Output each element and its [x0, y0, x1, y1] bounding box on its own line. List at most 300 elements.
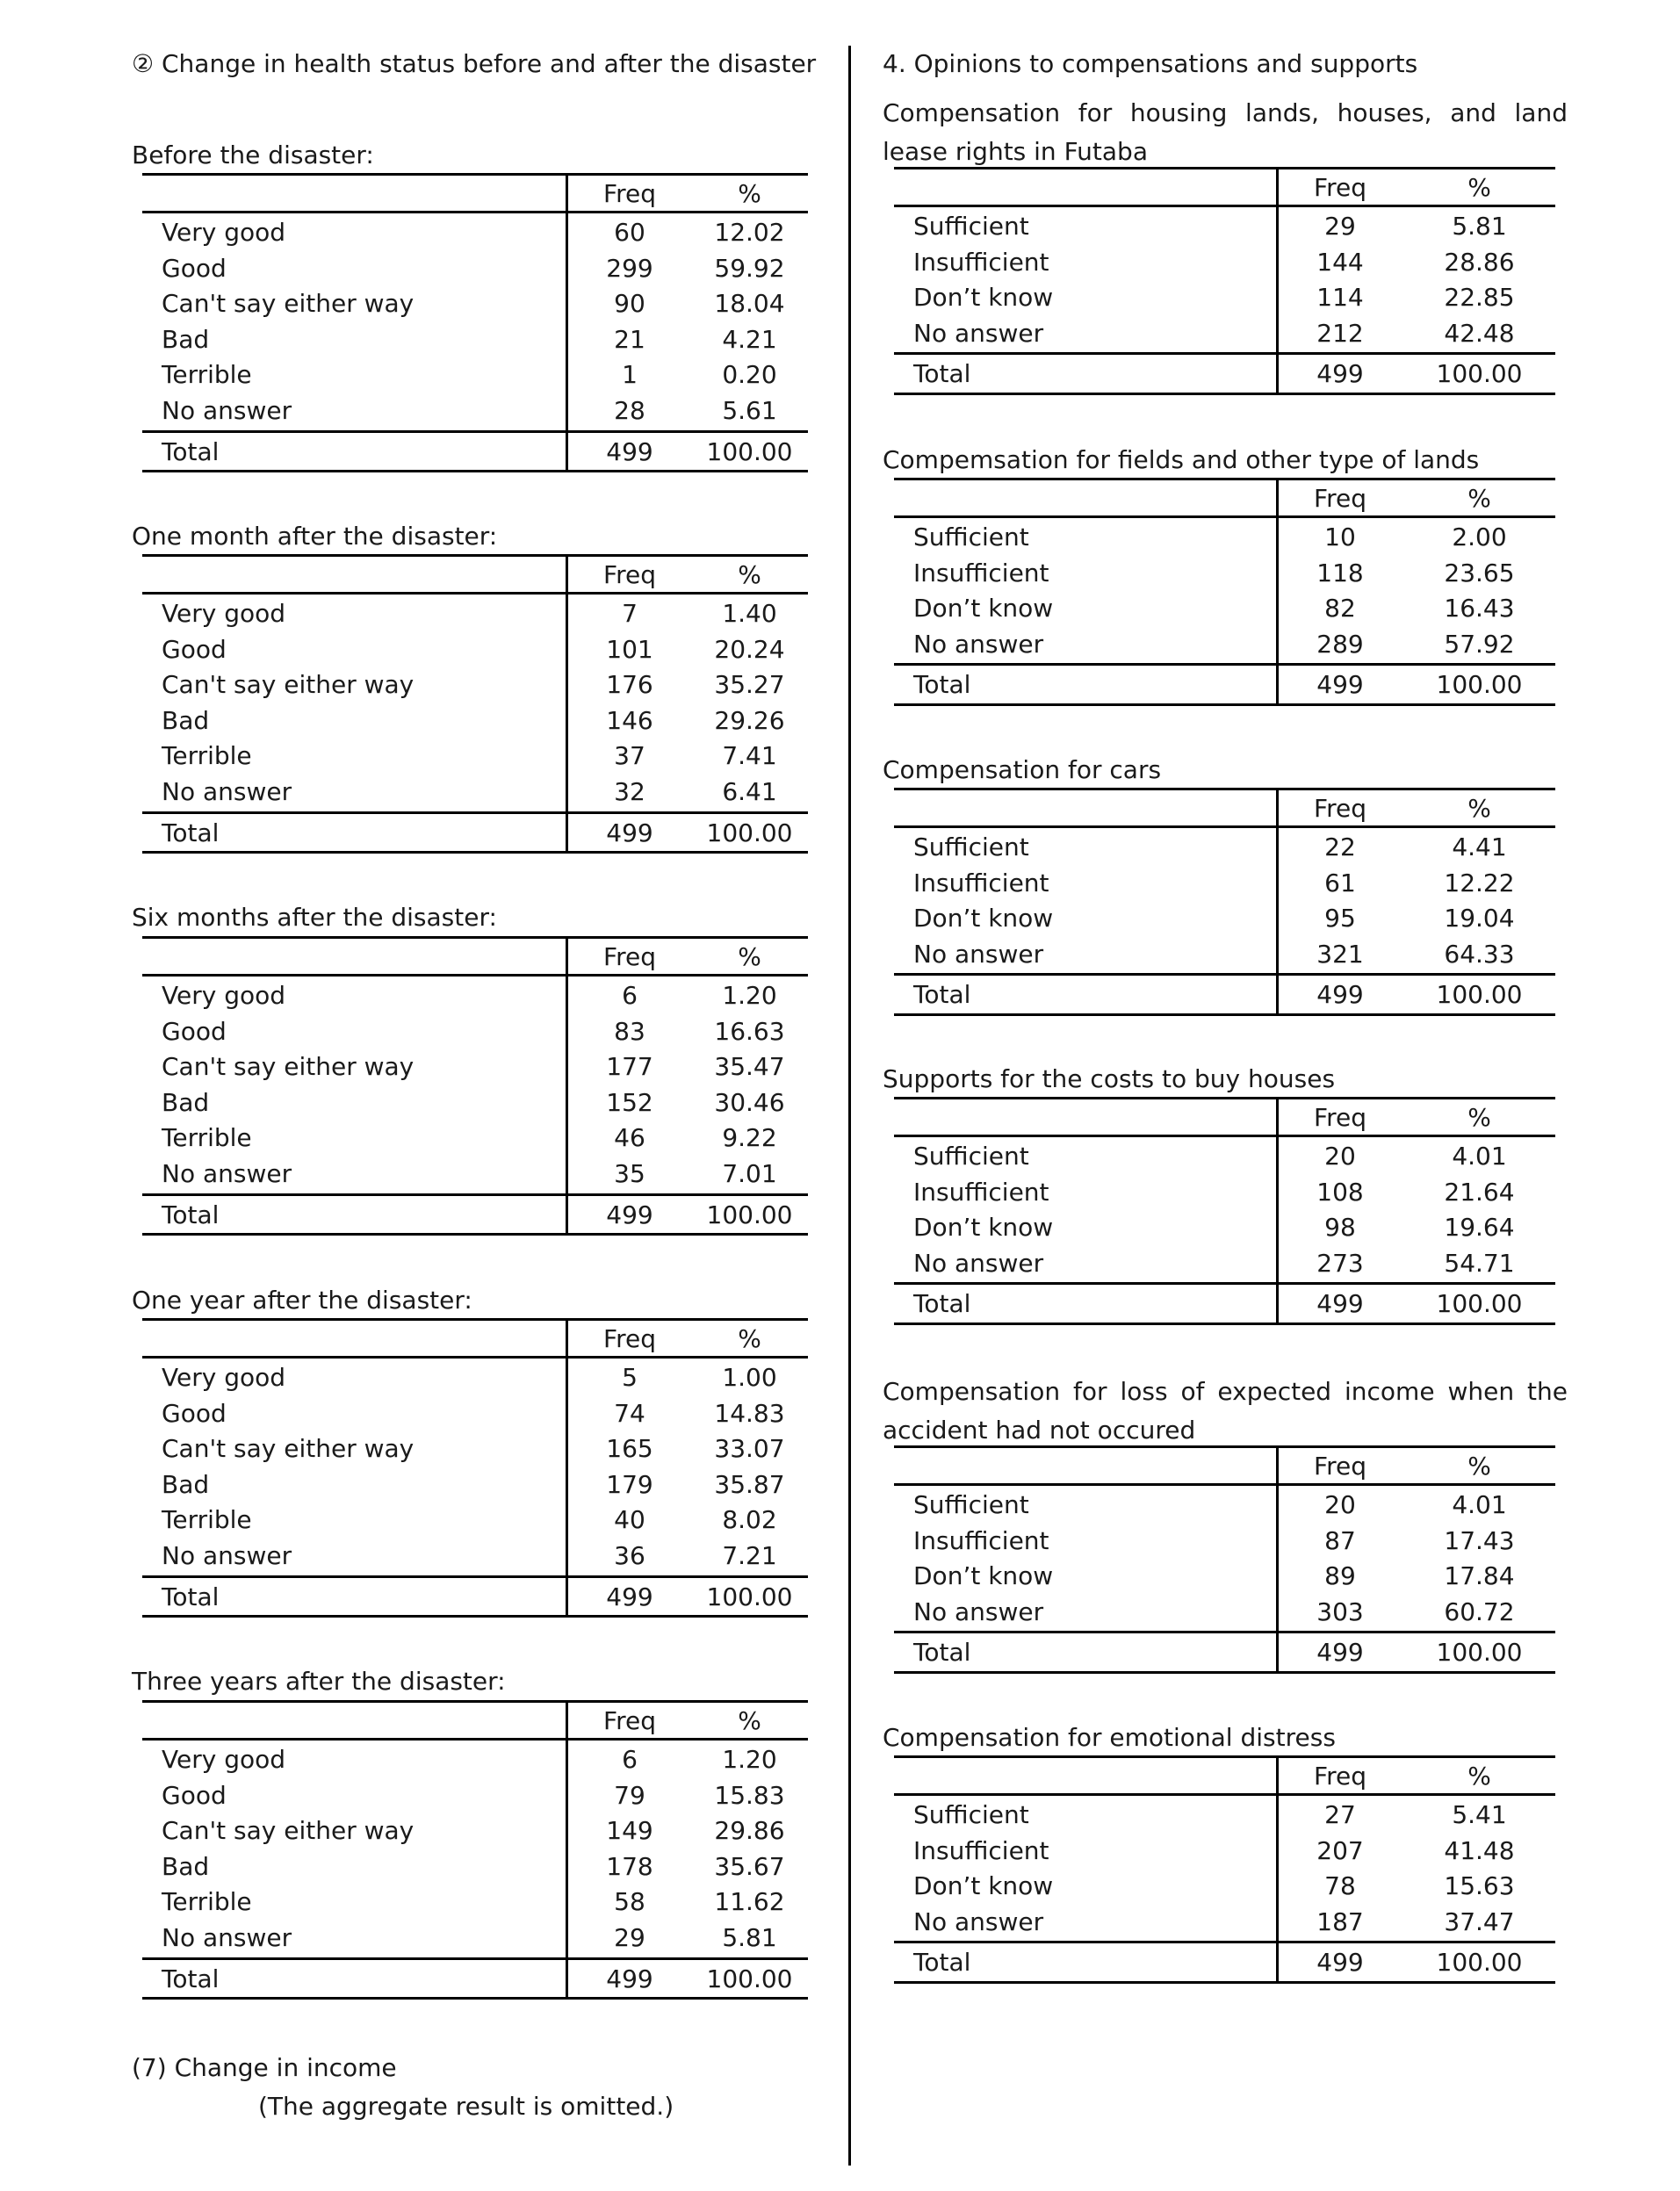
- column-header-pct: %: [1467, 1102, 1491, 1132]
- row-freq: 178: [606, 1851, 653, 1881]
- total-bottom-rule: [142, 851, 808, 854]
- table-row: [894, 830, 1555, 866]
- column-separator: [1276, 1755, 1279, 1984]
- row-pct: 59.92: [714, 253, 785, 283]
- row-pct: 5.61: [722, 396, 777, 425]
- table-caption: Compensation for cars: [883, 755, 1162, 784]
- table-row: [142, 978, 808, 1014]
- table-row: [894, 1905, 1555, 1941]
- row-label: Can't say either way: [162, 1052, 415, 1082]
- table-total-row: [142, 1960, 808, 1998]
- row-label: Very good: [162, 218, 285, 247]
- row-label: Don’t know: [913, 1213, 1054, 1243]
- row-freq: 152: [606, 1087, 653, 1117]
- row-label: No answer: [913, 1596, 1044, 1626]
- row-freq: 108: [1316, 1177, 1364, 1207]
- column-separator: [1276, 167, 1279, 395]
- row-freq: 40: [614, 1505, 645, 1535]
- column-header-freq: Freq: [1314, 172, 1366, 202]
- row-label: Bad: [162, 705, 210, 735]
- column-header-pct: %: [1467, 172, 1491, 202]
- row-freq: 60: [614, 218, 645, 247]
- row-pct: 18.04: [714, 289, 785, 319]
- table-total-row: [894, 976, 1555, 1013]
- table-row: [142, 357, 808, 393]
- row-pct: 64.33: [1444, 939, 1515, 969]
- row-freq: 82: [1324, 594, 1356, 623]
- table-row: [894, 1834, 1555, 1870]
- table-total-row: [894, 1633, 1555, 1671]
- table-row: [894, 280, 1555, 316]
- row-label: Can't say either way: [162, 1434, 415, 1464]
- row-pct: 12.02: [714, 218, 785, 247]
- row-label: Sufficient: [913, 1142, 1029, 1171]
- column-header-freq: Freq: [1314, 483, 1366, 513]
- row-label: Good: [162, 1016, 227, 1046]
- table-row: [894, 1488, 1555, 1524]
- row-pct: 6.41: [722, 777, 777, 806]
- total-label: Total: [162, 1200, 220, 1229]
- column-separator: [566, 554, 568, 854]
- row-freq: 5: [622, 1363, 638, 1392]
- row-freq: 21: [614, 324, 645, 354]
- row-pct: 2.00: [1452, 523, 1507, 551]
- column-divider: [848, 46, 851, 2166]
- table-total-row: [894, 1943, 1555, 1981]
- total-label: Total: [913, 670, 971, 700]
- row-label: No answer: [913, 318, 1044, 348]
- table-caption: Supports for the costs to buy houses: [883, 1064, 1336, 1093]
- table-row: [894, 520, 1555, 556]
- row-pct: 12.22: [1444, 868, 1515, 897]
- total-pct: 100.00: [1436, 1289, 1523, 1319]
- row-pct: 7.41: [722, 741, 777, 771]
- row-pct: 16.63: [714, 1016, 785, 1046]
- row-freq: 83: [614, 1016, 645, 1046]
- row-pct: 30.46: [714, 1087, 785, 1117]
- row-label: Terrible: [162, 741, 252, 771]
- column-header-pct: %: [738, 941, 761, 971]
- table-row: [142, 739, 808, 775]
- column-header-pct: %: [1467, 1451, 1491, 1481]
- row-freq: 114: [1316, 283, 1364, 313]
- row-pct: 14.83: [714, 1398, 785, 1428]
- total-label: Total: [913, 359, 971, 389]
- row-freq: 61: [1324, 868, 1356, 897]
- row-label: Very good: [162, 1745, 285, 1774]
- row-label: Sufficient: [913, 1490, 1029, 1519]
- row-freq: 46: [614, 1123, 645, 1153]
- row-label: Terrible: [162, 1887, 252, 1917]
- total-label: Total: [913, 980, 971, 1010]
- row-freq: 6: [622, 981, 638, 1010]
- row-pct: 0.20: [722, 360, 777, 390]
- table-row: [142, 1778, 808, 1814]
- row-label: Don’t know: [913, 1561, 1054, 1591]
- row-freq: 303: [1316, 1596, 1364, 1626]
- row-freq: 29: [614, 1923, 645, 1952]
- row-pct: 5.81: [1452, 212, 1507, 241]
- row-freq: 20: [1324, 1142, 1356, 1171]
- row-pct: 1.40: [722, 599, 777, 628]
- column-header-pct: %: [738, 559, 761, 589]
- table-row: [142, 632, 808, 668]
- row-freq: 212: [1316, 318, 1364, 348]
- row-freq: 58: [614, 1887, 645, 1917]
- total-freq: 499: [606, 818, 653, 847]
- row-pct: 4.01: [1452, 1142, 1507, 1171]
- table-row: [894, 1869, 1555, 1905]
- row-freq: 95: [1324, 904, 1356, 933]
- table-row: [142, 775, 808, 811]
- row-freq: 20: [1324, 1490, 1356, 1519]
- table-row: [142, 251, 808, 287]
- row-label: No answer: [913, 939, 1044, 969]
- total-pct: 100.00: [706, 1582, 793, 1611]
- table-caption: Six months after the disaster:: [132, 903, 497, 932]
- row-freq: 98: [1324, 1213, 1356, 1243]
- row-pct: 29.26: [714, 705, 785, 735]
- column-header-pct: %: [1467, 483, 1491, 513]
- total-pct: 100.00: [706, 436, 793, 466]
- row-label: No answer: [913, 629, 1044, 659]
- row-freq: 207: [1316, 1835, 1364, 1865]
- table-row: [142, 1849, 808, 1885]
- row-label: Sufficient: [913, 212, 1029, 241]
- row-freq: 177: [606, 1052, 653, 1082]
- row-label: Don’t know: [913, 594, 1054, 623]
- table-row: [894, 901, 1555, 937]
- total-label: Total: [913, 1638, 971, 1668]
- table-row: [142, 1396, 808, 1432]
- row-pct: 4.01: [1452, 1490, 1507, 1519]
- total-pct: 100.00: [706, 1200, 793, 1229]
- table-row: [894, 591, 1555, 627]
- table-row: [142, 322, 808, 358]
- row-label: Don’t know: [913, 1871, 1054, 1901]
- row-freq: 146: [606, 705, 653, 735]
- column-header-freq: Freq: [603, 559, 656, 589]
- row-freq: 32: [614, 777, 645, 806]
- total-pct: 100.00: [706, 1964, 793, 1993]
- row-pct: 54.71: [1444, 1248, 1515, 1278]
- total-bottom-rule: [142, 1233, 808, 1236]
- total-pct: 100.00: [1436, 1638, 1523, 1668]
- column-header-freq: Freq: [1314, 793, 1366, 823]
- column-separator: [1276, 788, 1279, 1016]
- column-separator: [1276, 1445, 1279, 1674]
- row-pct: 15.63: [1444, 1871, 1515, 1901]
- table-row: [142, 1503, 808, 1539]
- column-header-freq: Freq: [603, 1323, 656, 1353]
- row-freq: 35: [614, 1159, 645, 1188]
- row-label: No answer: [162, 396, 292, 425]
- row-pct: 15.83: [714, 1780, 785, 1810]
- row-pct: 37.47: [1444, 1906, 1515, 1936]
- row-pct: 4.41: [1452, 832, 1507, 861]
- table-row: [142, 286, 808, 322]
- total-freq: 499: [606, 1200, 653, 1229]
- row-freq: 87: [1324, 1525, 1356, 1555]
- table-row: [894, 209, 1555, 245]
- total-freq: 499: [606, 436, 653, 466]
- row-pct: 8.02: [722, 1505, 777, 1535]
- table-total-row: [894, 1285, 1555, 1323]
- row-label: Very good: [162, 1363, 285, 1392]
- table-row: [142, 1742, 808, 1778]
- row-freq: 78: [1324, 1871, 1356, 1901]
- table-row: [142, 1813, 808, 1849]
- table-caption: Compemsation for fields and other type of lands: [883, 445, 1480, 474]
- table-row: [142, 1360, 808, 1396]
- total-freq: 499: [606, 1964, 653, 1993]
- column-header-freq: Freq: [603, 178, 656, 208]
- row-label: Good: [162, 634, 227, 664]
- row-pct: 4.21: [722, 324, 777, 354]
- total-pct: 100.00: [1436, 980, 1523, 1010]
- table-row: [142, 596, 808, 632]
- total-label: Total: [162, 818, 220, 847]
- total-label: Total: [162, 436, 220, 466]
- row-pct: 35.67: [714, 1851, 785, 1881]
- table-row: [142, 1539, 808, 1575]
- table-row: [894, 245, 1555, 281]
- column-header-pct: %: [1467, 793, 1491, 823]
- total-freq: 499: [1316, 980, 1364, 1010]
- row-label: Don’t know: [913, 283, 1054, 313]
- table-row: [894, 1559, 1555, 1595]
- table-total-row: [142, 1578, 808, 1616]
- table-row: [894, 1246, 1555, 1282]
- table-row: [142, 1157, 808, 1193]
- row-label: Can't say either way: [162, 670, 415, 700]
- total-bottom-rule: [894, 1981, 1555, 1984]
- table-row: [894, 937, 1555, 973]
- table-total-row: [142, 814, 808, 852]
- total-pct: 100.00: [1436, 670, 1523, 700]
- total-label: Total: [162, 1964, 220, 1993]
- right-section-title: 4. Opinions to compensations and supports: [883, 49, 1418, 78]
- row-freq: 6: [622, 1745, 638, 1774]
- table-row: [894, 1139, 1555, 1175]
- column-header-pct: %: [738, 1323, 761, 1353]
- row-freq: 27: [1324, 1800, 1356, 1829]
- row-freq: 7: [622, 599, 638, 628]
- row-freq: 179: [606, 1469, 653, 1499]
- column-header-freq: Freq: [603, 1705, 656, 1735]
- table-total-row: [894, 666, 1555, 703]
- total-label: Total: [913, 1289, 971, 1319]
- row-freq: 10: [1324, 523, 1356, 551]
- column-separator: [1276, 1097, 1279, 1325]
- row-label: No answer: [162, 777, 292, 806]
- total-bottom-rule: [894, 703, 1555, 706]
- column-header-freq: Freq: [603, 941, 656, 971]
- row-label: Bad: [162, 324, 210, 354]
- row-pct: 41.48: [1444, 1835, 1515, 1865]
- row-label: Sufficient: [913, 832, 1029, 861]
- table-row: [142, 1121, 808, 1157]
- table-caption: Before the disaster:: [132, 141, 374, 169]
- total-pct: 100.00: [1436, 359, 1523, 389]
- row-freq: 37: [614, 741, 645, 771]
- row-pct: 60.72: [1444, 1596, 1515, 1626]
- row-freq: 79: [614, 1780, 645, 1810]
- total-freq: 499: [1316, 359, 1364, 389]
- table-row: [142, 393, 808, 429]
- row-pct: 5.81: [722, 1923, 777, 1952]
- table-row: [894, 1524, 1555, 1560]
- row-label: Good: [162, 1780, 227, 1810]
- row-label: Good: [162, 1398, 227, 1428]
- row-freq: 89: [1324, 1561, 1356, 1591]
- row-label: Terrible: [162, 360, 252, 390]
- row-freq: 28: [614, 396, 645, 425]
- table-row: [142, 1885, 808, 1921]
- total-bottom-rule: [894, 1323, 1555, 1325]
- row-pct: 23.65: [1444, 558, 1515, 587]
- row-pct: 1.20: [722, 981, 777, 1010]
- row-freq: 299: [606, 253, 653, 283]
- row-label: Can't say either way: [162, 1816, 415, 1846]
- row-label: Very good: [162, 981, 285, 1010]
- row-freq: 74: [614, 1398, 645, 1428]
- row-freq: 273: [1316, 1248, 1364, 1278]
- row-pct: 22.85: [1444, 283, 1515, 313]
- column-separator: [566, 173, 568, 472]
- row-pct: 7.01: [722, 1159, 777, 1188]
- table-row: [142, 1921, 808, 1957]
- row-label: Insufficient: [913, 247, 1049, 277]
- row-freq: 289: [1316, 629, 1364, 659]
- total-freq: 499: [1316, 1289, 1364, 1319]
- row-label: Don’t know: [913, 904, 1054, 933]
- row-label: Very good: [162, 599, 285, 628]
- table-row: [894, 627, 1555, 663]
- column-separator: [1276, 478, 1279, 706]
- row-freq: 118: [1316, 558, 1364, 587]
- column-header-freq: Freq: [1314, 1102, 1366, 1132]
- table-row: [142, 1467, 808, 1503]
- row-label: Insufficient: [913, 1525, 1049, 1555]
- income-note: (The aggregate result is omitted.): [258, 2092, 674, 2121]
- table-row: [894, 1175, 1555, 1211]
- column-header-pct: %: [738, 178, 761, 208]
- row-label: Bad: [162, 1469, 210, 1499]
- row-label: Insufficient: [913, 868, 1049, 897]
- total-bottom-rule: [142, 470, 808, 472]
- column-separator: [566, 1318, 568, 1618]
- row-pct: 35.47: [714, 1052, 785, 1082]
- table-row: [142, 1014, 808, 1050]
- row-label: Bad: [162, 1087, 210, 1117]
- row-label: No answer: [162, 1541, 292, 1570]
- row-freq: 29: [1324, 212, 1356, 241]
- row-pct: 28.86: [1444, 247, 1515, 277]
- total-bottom-rule: [894, 1671, 1555, 1674]
- row-label: Terrible: [162, 1123, 252, 1153]
- row-pct: 35.27: [714, 670, 785, 700]
- row-pct: 20.24: [714, 634, 785, 664]
- table-caption: Compensation for emotional distress: [883, 1723, 1336, 1752]
- total-freq: 499: [1316, 1948, 1364, 1978]
- total-freq: 499: [1316, 670, 1364, 700]
- table-caption: One year after the disaster:: [132, 1286, 472, 1315]
- row-freq: 149: [606, 1816, 653, 1846]
- row-label: No answer: [913, 1248, 1044, 1278]
- total-pct: 100.00: [706, 818, 793, 847]
- row-freq: 165: [606, 1434, 653, 1464]
- total-pct: 100.00: [1436, 1948, 1523, 1978]
- row-freq: 187: [1316, 1906, 1364, 1936]
- row-label: Insufficient: [913, 1177, 1049, 1207]
- table-row: [894, 866, 1555, 902]
- row-pct: 17.84: [1444, 1561, 1515, 1591]
- table-row: [142, 215, 808, 251]
- row-label: Can't say either way: [162, 289, 415, 319]
- row-pct: 7.21: [722, 1541, 777, 1570]
- row-label: Bad: [162, 1851, 210, 1881]
- row-pct: 21.64: [1444, 1177, 1515, 1207]
- row-freq: 22: [1324, 832, 1356, 861]
- table-total-row: [142, 433, 808, 471]
- total-bottom-rule: [894, 1013, 1555, 1016]
- row-freq: 321: [1316, 939, 1364, 969]
- row-label: Terrible: [162, 1505, 252, 1535]
- row-label: Sufficient: [913, 523, 1029, 551]
- table-row: [142, 667, 808, 703]
- row-pct: 9.22: [722, 1123, 777, 1153]
- row-label: No answer: [162, 1159, 292, 1188]
- income-title: (7) Change in income: [132, 2053, 397, 2082]
- column-header-freq: Freq: [1314, 1451, 1366, 1481]
- row-label: No answer: [162, 1923, 292, 1952]
- row-pct: 19.64: [1444, 1213, 1515, 1243]
- row-pct: 29.86: [714, 1816, 785, 1846]
- table-caption: Three years after the disaster:: [132, 1667, 506, 1696]
- row-pct: 19.04: [1444, 904, 1515, 933]
- row-pct: 1.00: [722, 1363, 777, 1392]
- table-total-row: [142, 1196, 808, 1234]
- column-separator: [566, 1700, 568, 2000]
- row-freq: 1: [622, 360, 638, 390]
- total-freq: 499: [1316, 1638, 1364, 1668]
- row-freq: 144: [1316, 247, 1364, 277]
- total-freq: 499: [606, 1582, 653, 1611]
- table-caption: Compensation for loss of expected income when the accident had not occured: [883, 1377, 1568, 1445]
- column-header-pct: %: [738, 1705, 761, 1735]
- row-freq: 101: [606, 634, 653, 664]
- row-pct: 16.43: [1444, 594, 1515, 623]
- table-row: [142, 1431, 808, 1467]
- table-total-row: [894, 355, 1555, 393]
- table-caption: One month after the disaster:: [132, 522, 498, 551]
- row-label: Insufficient: [913, 558, 1049, 587]
- row-freq: 176: [606, 670, 653, 700]
- total-label: Total: [913, 1948, 971, 1978]
- column-header-freq: Freq: [1314, 1761, 1366, 1791]
- row-freq: 90: [614, 289, 645, 319]
- total-bottom-rule: [142, 1615, 808, 1618]
- row-pct: 57.92: [1444, 629, 1515, 659]
- row-pct: 11.62: [714, 1887, 785, 1917]
- left-section-title: ② Change in health status before and after the disaster: [132, 49, 817, 78]
- table-row: [142, 1049, 808, 1085]
- row-pct: 5.41: [1452, 1800, 1507, 1829]
- row-pct: 17.43: [1444, 1525, 1515, 1555]
- table-row: [142, 1085, 808, 1121]
- table-row: [894, 316, 1555, 352]
